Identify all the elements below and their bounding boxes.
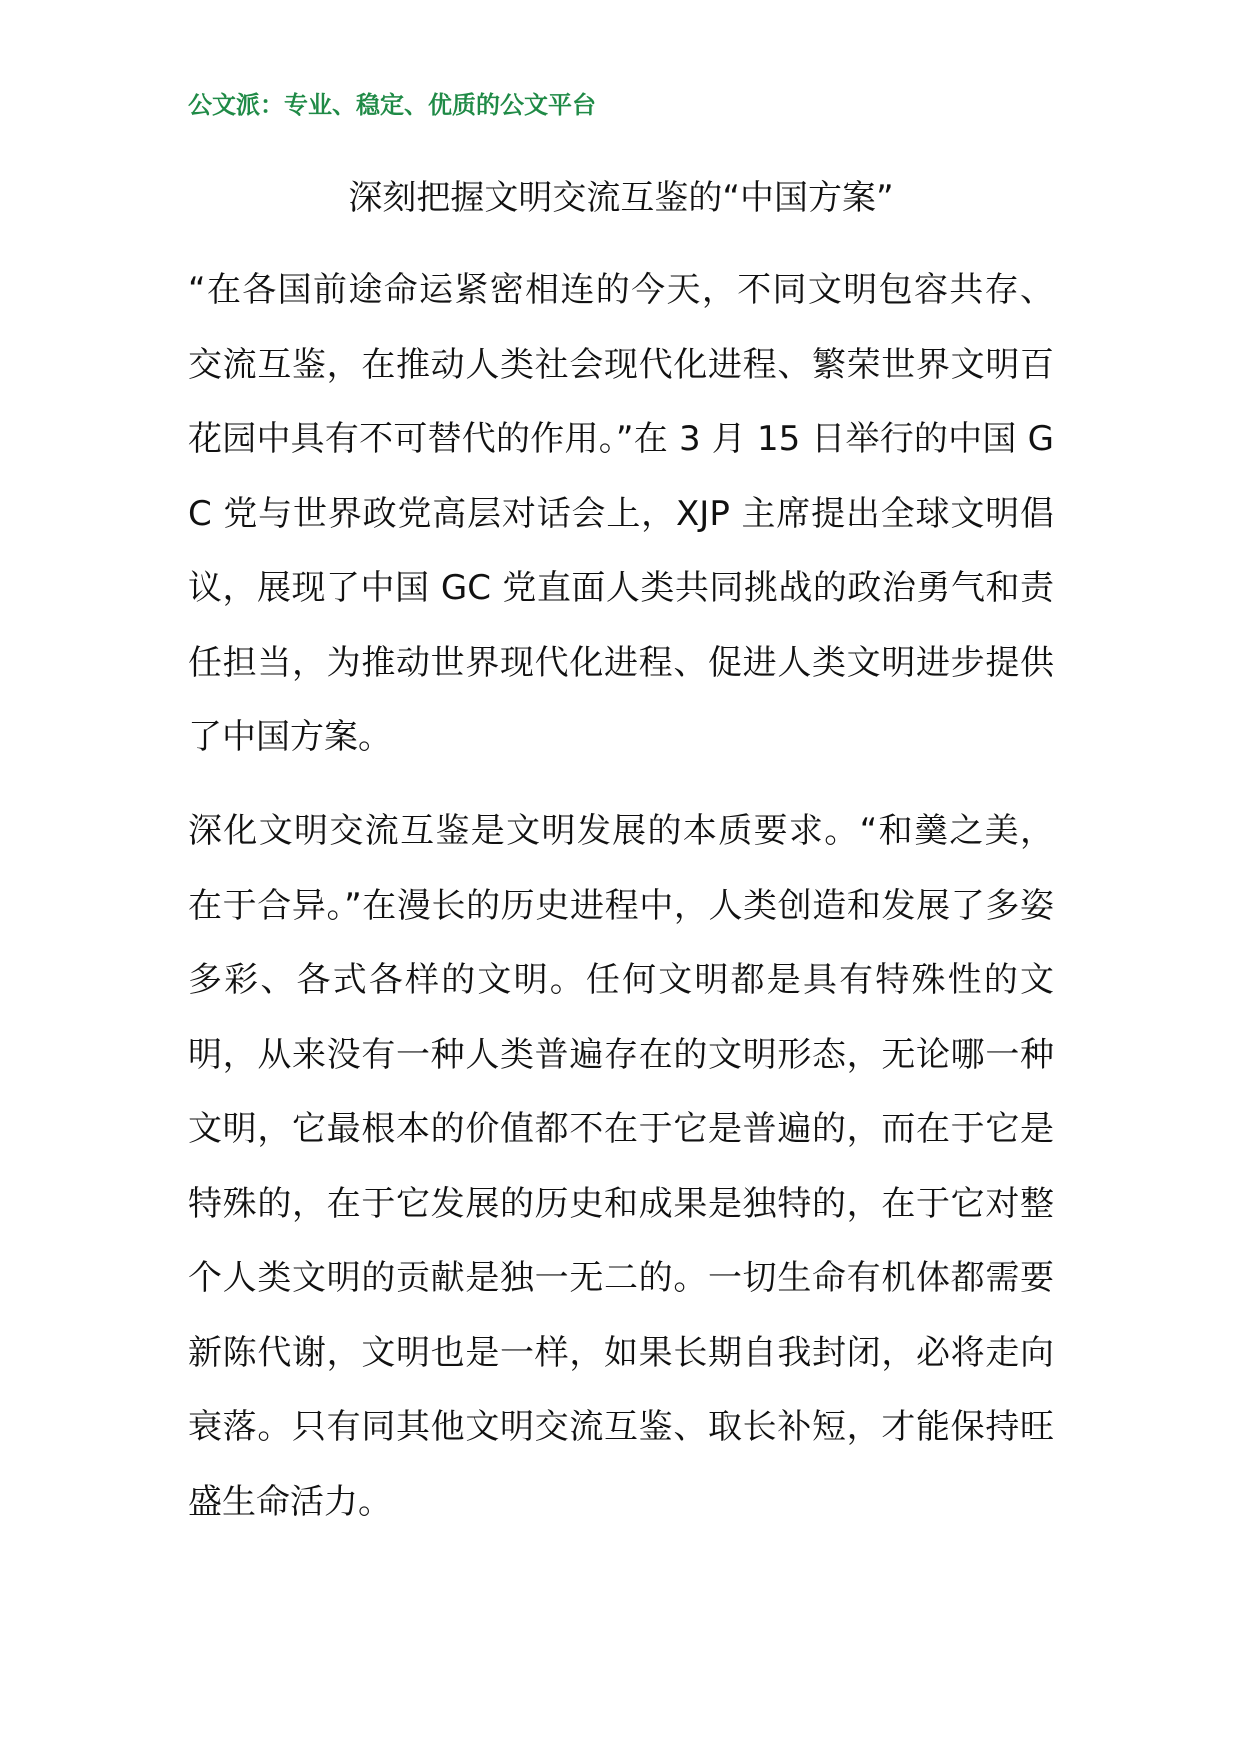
- body-paragraph-2: 深化文明交流互鉴是文明发展的本质要求。“和羹之美，在于合异。”在漫长的历史进程中，人类创造和发展了多姿多彩、各式各样的文明。任何文明都是具有特殊性的文明，从来没有一种人类普遍存在的文明形态，无论哪一种文明，它最根本的价值都不在于它是普遍的，而在于它是特殊的，在于它发展的历史和成果是独特的，在于它对整个人类文明的贡献是独一无二的。一切生命有机体都需要新陈代谢，文明也是一样，如果长期自我封闭，必将走向衰落。只有同其他文明交流互鉴、取长补短，才能保持旺盛生命活力。: [188, 811, 1054, 1522]
- header-banner: 公文派：专业、稳定、优质的公文平台: [188, 91, 596, 119]
- document-title: 深刻把握文明交流互鉴的“中国方案”: [348, 178, 894, 218]
- body-paragraph-1: “在各国前途命运紧密相连的今天，不同文明包容共存、交流互鉴，在推动人类社会现代化进程、繁荣世界文明百花园中具有不可替代的作用。”在 3 月 15 日举行的中国 GC 党与世界政党高层对话会上，XJP 主席提出全球文明倡议，展现了中国 GC 党直面人类共同挑战的政治勇气和责任担当，为推动世界现代化进程、促进人类文明进步提供了中国方案。: [188, 270, 1054, 757]
